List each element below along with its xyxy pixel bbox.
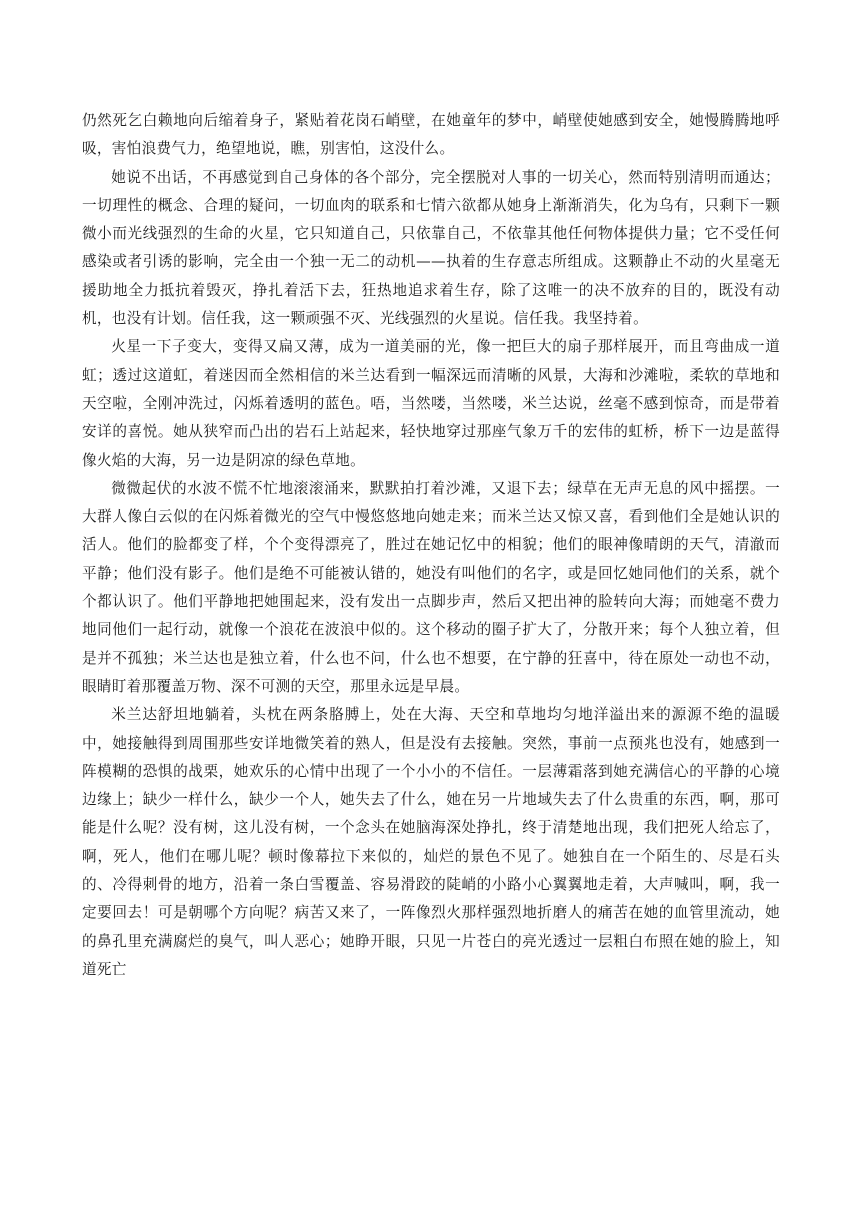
paragraph-1: 仍然死乞白赖地向后缩着身子，紧贴着花岗石峭壁，在她童年的梦中，峭壁使她感到安全，她慢腾腾地呼吸，害怕浪费气力，绝望地说，瞧，别害怕，这没什么。 <box>82 112 780 158</box>
paragraph-3: 火星一下子变大，变得又扁又薄，成为一道美丽的光，像一把巨大的扇子那样展开，而且弯曲成一道虹；透过这道虹，着迷因而全然相信的米兰达看到一幅深远而清晰的风景，大海和沙滩啦，柔软的草地和天空啦，全刚冲洗过，闪烁着透明的蓝色。唔，当然喽，当然喽，米兰达说，丝毫不感到惊奇，而是带着安详的喜悦。她从狭窄而凸出的岩石上站起来，轻快地穿过那座气象万千的宏伟的虹桥，桥下一边是蓝得像火焰的大海，另一边是阴凉的绿色草地。 <box>82 338 780 469</box>
paragraph-5: 米兰达舒坦地躺着，头枕在两条胳膊上，处在大海、天空和草地均匀地洋溢出来的源源不绝的温暖中，她接触得到周围那些安详地微笑着的熟人，但是没有去接触。突然，事前一点预兆也没有，她感到一阵模糊的恐惧的战栗，她欢乐的心情中出现了一个小小的不信任。一层薄霜落到她充满信心的平静的心境边缘上；缺少一样什么，缺少一个人，她失去了什么，她在另一片地域失去了什么贵重的东西，啊，那可能是什么呢？没有树，这儿没有树，一个念头在她脑海深处挣扎，终于清楚地出现，我们把死人给忘了，啊，死人，他们在哪儿呢？顿时像幕拉下来似的，灿烂的景色不见了。她独自在一个陌生的、尽是石头的、冷得刺骨的地方，沿着一条白雪覆盖、容易滑跤的陡峭的小路小心翼翼地走着，大声喊叫，啊，我一定要回去！可是朝哪个方向呢？病苦又来了，一阵像烈火那样强烈地折磨人的痛苦在她的血管里流动，她的鼻孔里充满腐烂的臭气，叫人恶心；她睁开眼，只见一片苍白的亮光透过一层粗白布照在她的脸上，知道死亡 <box>82 706 780 978</box>
paragraph-4: 微微起伏的水波不慌不忙地滚滚涌来，默默拍打着沙滩，又退下去；绿草在无声无息的风中摇摆。一大群人像白云似的在闪烁着微光的空气中慢悠悠地向她走来；而米兰达又惊又喜，看到他们全是她认识的活人。他们的脸都变了样，个个变得漂亮了，胜过在她记忆中的相貌；他们的眼神像晴朗的天气，清澈而平静；他们没有影子。他们是绝不可能被认错的，她没有叫他们的名字，或是回忆她同他们的关系，就个个都认识了。他们平静地把她围起来，没有发出一点脚步声，然后又把出神的脸转向大海；而她毫不费力地同他们一起行动，就像一个浪花在波浪中似的。这个移动的圈子扩大了，分散开来；每个人独立着，但是并不孤独；米兰达也是独立着，什么也不问，什么也不想要，在宁静的狂喜中，待在原处一动也不动，眼睛盯着那覆盖万物、深不可测的天空，那里永远是早晨。 <box>82 479 780 695</box>
paragraph-2: 她说不出话，不再感觉到自己身体的各个部分，完全摆脱对人事的一切关心，然而特别清明而通达；一切理性的概念、合理的疑问，一切血肉的联系和七情六欲都从她身上渐渐消失，化为乌有，只剩下一颗微小而光线强烈的生命的火星，它只知道自己，只依靠自己，不依靠其他任何物体提供力量；它不受任何感染或者引诱的影响，完全由一个独一无二的动机——执着的生存意志所组成。这颗静止不动的火星毫无援助地全力抵抗着毁灭，挣扎着活下去，狂热地追求着生存，除了这唯一的决不放弃的目的，既没有动机，也没有计划。信任我，这一颗顽强不灭、光线强烈的火星说。信任我。我坚持着。 <box>82 168 780 328</box>
document-body <box>82 107 780 984</box>
